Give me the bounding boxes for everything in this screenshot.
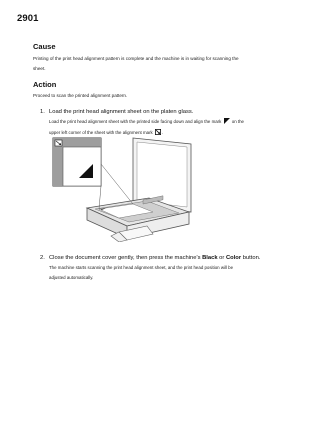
cause-line-2: sheet. — [33, 66, 46, 71]
step-2-detail-line-2: adjusted automatically. — [49, 275, 94, 280]
color-button-label: Color — [225, 255, 242, 261]
step-1-detail-line-1: Load the print head alignment sheet with the printed side facing down and align the mark — [49, 119, 222, 124]
cause-heading: Cause — [33, 42, 56, 51]
step-2-title-post: button. — [241, 255, 261, 261]
cause-text — [33, 54, 278, 74]
step-2-detail — [49, 263, 277, 283]
step-2-number: 2. — [40, 255, 45, 261]
error-code-title: 2901 — [17, 13, 39, 24]
action-text: Proceed to scan the printed alignment pattern. — [33, 93, 128, 98]
step-1-title: Load the print head alignment sheet on the platen glass. — [49, 109, 194, 115]
cause-line-1: Printing of the print head alignment pattern is complete and the machine is in waiting for scanning the — [33, 56, 239, 61]
step-1-detail-line-2: upper left corner of the sheet with the alignment mark — [49, 130, 153, 135]
action-heading: Action — [33, 80, 57, 89]
step-2-title-or: or — [217, 255, 226, 261]
black-button-label: Black — [202, 255, 218, 261]
step-1-number: 1. — [40, 109, 45, 115]
triangle-mark-icon — [224, 118, 230, 128]
step-2-title — [49, 254, 260, 262]
step-2-detail-line-1: The machine starts scanning the print head alignment sheet, and the print head position will be — [49, 265, 234, 270]
step-1-detail-line-2-end: . — [161, 130, 164, 135]
step-2-title-pre: Close the document cover gently, then press the machine's — [49, 255, 203, 261]
step-1-detail-line-1-end: on the — [231, 119, 245, 124]
printer-illustration — [49, 134, 197, 247]
